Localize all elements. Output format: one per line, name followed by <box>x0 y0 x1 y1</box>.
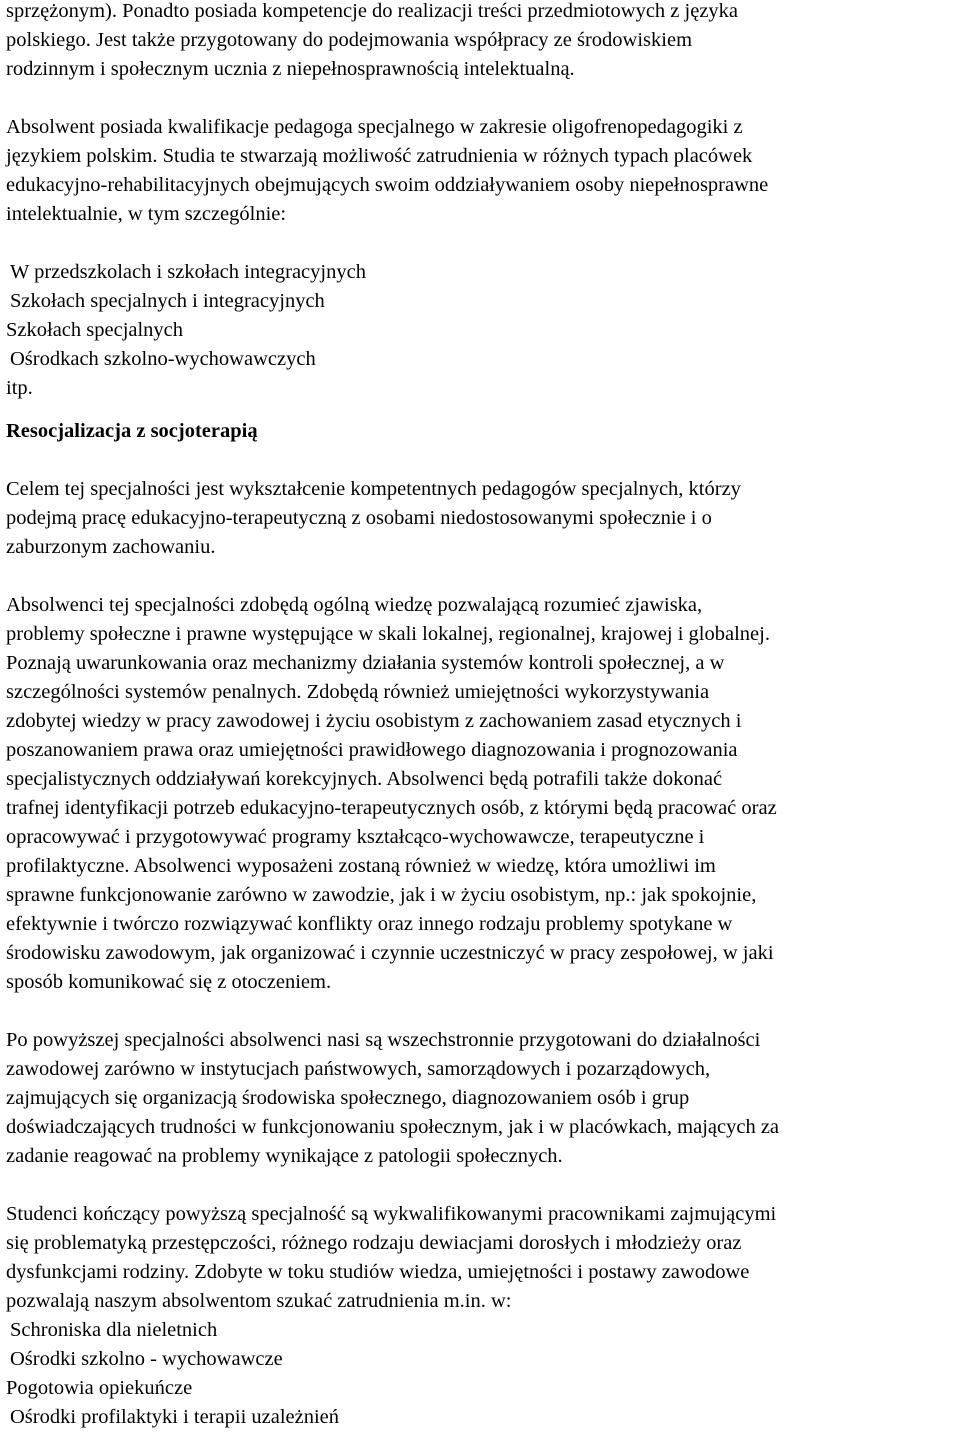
list-item: Ośrodki profilaktyki i terapii uzależnień <box>10 1406 340 1428</box>
section-spacer <box>6 403 954 417</box>
text-line: Po powyższej specjalności absolwenci nasi są wszechstronnie przygotowani do działalności <box>6 1029 761 1051</box>
list-item: itp. <box>6 377 33 399</box>
list-item: Szkołach specjalnych i integracyjnych <box>10 290 325 312</box>
text-line: poszanowaniem prawa oraz umiejętności prawidłowego diagnozowania i prognozowania <box>6 739 738 761</box>
paragraph-spacer <box>6 446 954 475</box>
paragraph-spacer <box>6 562 954 591</box>
section-heading: Resocjalizacja z socjoterapią <box>6 420 258 442</box>
text-line: polskiego. Jest także przygotowany do podejmowania współpracy ze środowiskiem <box>6 29 693 51</box>
text-line: sprzężonym). Ponadto posiada kompetencje do realizacji treści przedmiotowych z języka <box>6 0 739 22</box>
text-line: efektywnie i twórczo rozwiązywać konflikty oraz innego rodzaju problemy spotykane w <box>6 913 733 935</box>
paragraph-intro-continuation <box>6 0 954 84</box>
text-line: problemy społeczne i prawne występujące w skali lokalnej, regionalnej, krajowej i globalnej. <box>6 623 770 645</box>
text-line: profilaktyczne. Absolwenci wyposażeni zostaną również w wiedzę, która umożliwi im <box>6 855 716 877</box>
text-line: Absolwent posiada kwalifikacje pedagoga specjalnego w zakresie oligofrenopedagogiki z <box>6 116 743 138</box>
text-line: rodzinnym i społecznym ucznia z niepełnosprawnością intelektualną. <box>6 58 575 80</box>
text-line: opracowywać i przygotowywać programy kształcąco-wychowawcze, terapeutyczne i <box>6 826 705 848</box>
text-line: sposób komunikować się z otoczeniem. <box>6 971 332 993</box>
institution-list-1 <box>6 258 954 403</box>
document-page <box>6 0 954 1432</box>
text-line: zaburzonym zachowaniu. <box>6 536 216 558</box>
paragraph-spacer <box>6 1171 954 1200</box>
text-line: zadanie reagować na problemy wynikające z patologii społecznych. <box>6 1145 563 1167</box>
text-line: doświadczających trudności w funkcjonowaniu społecznym, jak i w placówkach, mających za <box>6 1116 780 1138</box>
text-line: się problematyką przestępczości, różnego rodzaju dewiacjami dorosłych i młodzieży oraz <box>6 1232 742 1254</box>
text-line: podejmą pracę edukacyjno-terapeutyczną z osobami niedostosowanymi społecznie i o <box>6 507 712 529</box>
paragraph-graduate-knowledge <box>6 591 954 997</box>
text-line: językiem polskim. Studia te stwarzają możliwość zatrudnienia w różnych typach placówek <box>6 145 753 167</box>
paragraph-spacer <box>6 229 954 258</box>
text-line: środowisku zawodowym, jak organizować i czynnie uczestniczyć w pracy zespołowej, w jaki <box>6 942 774 964</box>
text-line: Poznają uwarunkowania oraz mechanizmy działania systemów kontroli społecznej, a w <box>6 652 725 674</box>
text-line: Celem tej specjalności jest wykształcenie kompetentnych pedagogów specjalnych, którzy <box>6 478 741 500</box>
paragraph-spacer <box>6 84 954 113</box>
text-line: szczególności systemów penalnych. Zdobędą również umiejętności wykorzystywania <box>6 681 710 703</box>
paragraph-spacer <box>6 997 954 1026</box>
text-line: trafnej identyfikacji potrzeb edukacyjno-terapeutycznych osób, z którymi będą pracować oraz <box>6 797 777 819</box>
text-line: pozwalają naszym absolwentom szukać zatrudnienia m.in. w: <box>6 1290 512 1312</box>
list-item: Ośrodki szkolno - wychowawcze <box>10 1348 283 1370</box>
institution-list-2 <box>6 1316 954 1432</box>
text-line: sprawne funkcjonowanie zarówno w zawodzie, jak i w życiu osobistym, np.: jak spokojnie, <box>6 884 757 906</box>
text-line: edukacyjno-rehabilitacyjnych obejmujących swoim oddziaływaniem osoby niepełnosprawne <box>6 174 769 196</box>
paragraph-specialty-goal <box>6 475 954 562</box>
list-item: W przedszkolach i szkołach integracyjnych <box>10 261 366 283</box>
text-line: Absolwenci tej specjalności zdobędą ogólną wiedzę pozwalającą rozumieć zjawiska, <box>6 594 703 616</box>
text-line: zawodowej zarówno w instytucjach państwowych, samorządowych i pozarządowych, <box>6 1058 711 1080</box>
text-line: dysfunkcjami rodziny. Zdobyte w toku studiów wiedza, umiejętności i postawy zawodowe <box>6 1261 750 1283</box>
text-line: zdobytej wiedzy w pracy zawodowej i życiu osobistym z zachowaniem zasad etycznych i <box>6 710 742 732</box>
text-line: Studenci kończący powyższą specjalność są wykwalifikowanymi pracownikami zajmującymi <box>6 1203 777 1225</box>
text-line: intelektualnie, w tym szczególnie: <box>6 203 287 225</box>
text-line: specjalistycznych oddziaływań korekcyjnych. Absolwenci będą potrafili także dokonać <box>6 768 723 790</box>
paragraph-employment-options <box>6 1200 954 1316</box>
list-item: Schroniska dla nieletnich <box>10 1319 218 1341</box>
paragraph-career-preparation <box>6 1026 954 1171</box>
list-item: Szkołach specjalnych <box>6 319 184 341</box>
list-item: Ośrodkach szkolno-wychowawczych <box>10 348 316 370</box>
text-line: zajmujących się organizacją środowiska społecznego, diagnozowaniem osób i grup <box>6 1087 690 1109</box>
paragraph-graduate-qualifications <box>6 113 954 229</box>
list-item: Pogotowia opiekuńcze <box>6 1377 193 1399</box>
